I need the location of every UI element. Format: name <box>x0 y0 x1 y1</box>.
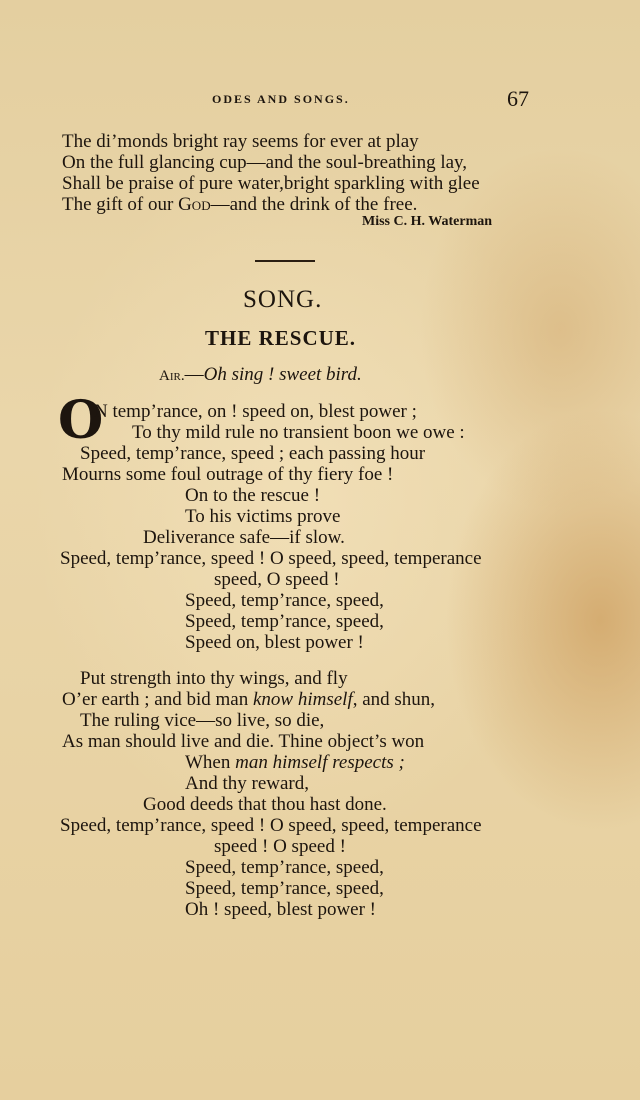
stanza1-line: Speed on, blest power ! <box>185 632 364 653</box>
stanza2-text: O’er earth ; and bid man <box>62 689 253 710</box>
prev-stanza-text: The gift of our <box>62 194 179 215</box>
stanza2-line: The ruling vice—so live, so die, <box>80 710 325 731</box>
page-number: 67 <box>507 86 529 111</box>
prev-stanza-line: Shall be praise of pure water,bright sparkling with glee <box>62 173 480 194</box>
drop-cap: O <box>58 390 104 451</box>
stanza1-line: Speed, temp’rance, speed ! O speed, speed, temperance <box>60 548 482 569</box>
running-title: ODES AND SONGS. <box>212 92 350 106</box>
stanza2-line: Speed, temp’rance, speed, <box>185 857 384 878</box>
stanza2-line: Speed, temp’rance, speed, <box>185 878 384 899</box>
stanza2-line: As man should live and die. Thine object’s won <box>62 731 425 752</box>
stanza1-line: speed, O speed ! <box>214 569 340 590</box>
stanza1-line: Mourns some foul outrage of thy fiery foe ! <box>62 464 394 485</box>
stanza1-line: Deliverance safe—if slow. <box>143 527 345 548</box>
stanza1-line: On to the rescue ! <box>185 485 321 506</box>
stanza1-line: N temp’rance, on ! speed on, blest power ; <box>94 401 417 422</box>
stanza2-line: Speed, temp’rance, speed ! O speed, speed, temperance <box>60 815 482 836</box>
stanza2-italic: man himself respects ; <box>235 752 405 773</box>
stanza2-line: speed ! O speed ! <box>214 836 346 857</box>
stanza2-line: Good deeds that thou hast done. <box>143 794 387 815</box>
stanza2-line: And thy reward, <box>185 773 309 794</box>
section-divider <box>255 260 315 262</box>
air-line <box>159 364 362 386</box>
stanza1-line: Speed, temp’rance, speed, <box>185 611 384 632</box>
air-label: Air. <box>159 368 185 384</box>
stanza1-line: Speed, temp’rance, speed, <box>185 590 384 611</box>
prev-stanza-line: The di’monds bright ray seems for ever at play <box>62 131 419 152</box>
song-heading: SONG. <box>243 286 323 313</box>
stanza2-line: Oh ! speed, blest power ! <box>185 899 377 920</box>
stanza1-line: Speed, temp’rance, speed ; each passing hour <box>80 443 426 464</box>
stanza2-line: Put strength into thy wings, and fly <box>80 668 348 689</box>
stanza2-text: , and shun, <box>352 689 436 710</box>
stanza2-line <box>185 752 405 773</box>
stanza2-text: When <box>185 752 236 773</box>
stanza1-line: To thy mild rule no transient boon we owe : <box>132 422 465 443</box>
prev-stanza-line <box>62 194 417 215</box>
attribution: Miss C. H. Waterman <box>362 214 493 229</box>
prev-stanza-text: —and the drink of the free. <box>210 194 418 215</box>
stanza2-italic: know himself <box>252 689 353 710</box>
stanza2-line <box>62 689 435 710</box>
god-small-caps: God <box>178 194 211 215</box>
prev-stanza-line: On the full glancing cup—and the soul-breathing lay, <box>62 152 468 173</box>
air-tune: Oh sing ! sweet bird. <box>203 364 362 385</box>
stanza1-line: To his victims prove <box>185 506 341 527</box>
song-title: THE RESCUE. <box>205 326 357 350</box>
air-dash: — <box>184 364 204 385</box>
